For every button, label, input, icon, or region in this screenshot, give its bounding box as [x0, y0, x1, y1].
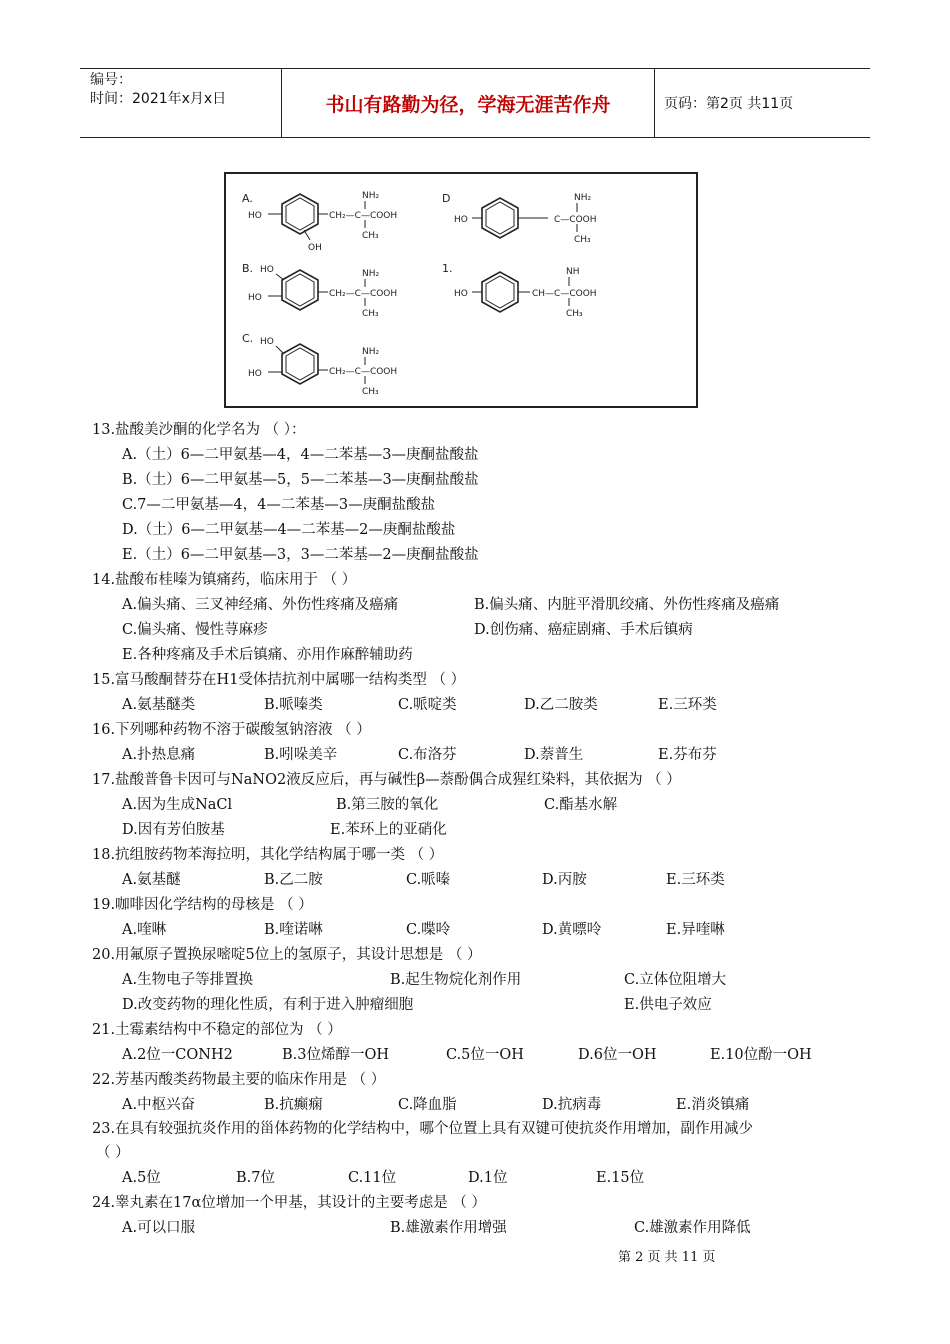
q17-option-c: C.酯基水解 — [544, 797, 618, 813]
q24-option-c: C.雄激素作用降低 — [634, 1220, 751, 1236]
c-nh2: NH₂ — [362, 347, 380, 357]
structure-a — [242, 191, 397, 253]
a-chain: CH₂—C—COOH — [329, 211, 398, 221]
label-c: C. — [242, 332, 254, 345]
question-19: 19.咖啡因化学结构的母核是 （ ） — [92, 897, 313, 913]
e-ch3: CH₃ — [566, 309, 583, 319]
c-chain: CH₂—C—COOH — [329, 367, 398, 377]
q18-option-a: A.氨基醚 — [122, 872, 181, 888]
c-ho: HO — [248, 369, 262, 379]
q20-option-d: D.改变药物的理化性质，有利于进入肿瘤细胞 — [122, 997, 414, 1013]
q19-option-e: E.异喹啉 — [666, 922, 725, 938]
q15-option-a: A.氨基醚类 — [122, 697, 196, 713]
q16-option-d: D.萘普生 — [524, 747, 584, 763]
q17-option-d: D.因有芳伯胺基 — [122, 822, 225, 838]
structure-b — [242, 262, 397, 319]
structure-d — [442, 192, 597, 245]
q13-option-a: A.（土）6—二甲氨基—4，4—二苯基—3—庚酮盐酸盐 — [122, 447, 479, 463]
page-label: 页码：第2页 共11页 — [664, 96, 794, 112]
q16-option-e: E.芬布芬 — [658, 747, 717, 763]
structures-svg — [226, 174, 696, 406]
d-nh2: NH₂ — [574, 193, 592, 203]
q23-option-d: D.1位 — [468, 1170, 508, 1186]
c-ch3: CH₃ — [362, 387, 379, 397]
q17-option-b: B.第三胺的氧化 — [336, 797, 439, 813]
q20-option-e: E.供电子效应 — [624, 997, 712, 1013]
question-15: 15.富马酸酮替芬在H1受体拮抗剂中属哪一结构类型 （ ） — [92, 672, 466, 688]
q23-option-e: E.15位 — [596, 1170, 645, 1186]
q15-option-c: C.哌啶类 — [398, 697, 457, 713]
q22-option-c: C.降血脂 — [398, 1097, 457, 1113]
q14-option-a: A.偏头痛、三叉神经痛、外伤性疼痛及癌痛 — [122, 597, 399, 613]
a-ho: HO — [248, 211, 262, 221]
q18-option-e: E.三环类 — [666, 872, 725, 888]
q13-option-d: D.（土）6—二甲氨基—4—二苯基—2—庚酮盐酸盐 — [122, 522, 456, 538]
q23-option-c: C.11位 — [348, 1170, 397, 1186]
q24-option-b: B.雄激素作用增强 — [390, 1220, 507, 1236]
q20-option-c: C.立体位阻增大 — [624, 972, 727, 988]
b-ho: HO — [248, 293, 262, 303]
q14-option-e: E.各种疼痛及手术后镇痛、亦用作麻醉辅助药 — [122, 647, 413, 663]
a-nh2: NH₂ — [362, 191, 380, 201]
q19-option-a: A.喹啉 — [122, 922, 167, 938]
q15-option-b: B.哌嗪类 — [264, 697, 323, 713]
q21-option-d: D.6位一OH — [578, 1047, 657, 1063]
q16-option-b: B.吲哚美辛 — [264, 747, 338, 763]
q23-option-b: B.7位 — [236, 1170, 275, 1186]
a-oh: OH — [308, 243, 322, 253]
d-chain: C—COOH — [554, 215, 597, 225]
q20-option-a: A.生物电子等排置换 — [122, 972, 254, 988]
q23-option-a: A.5位 — [122, 1170, 161, 1186]
q14-option-d: D.创伤痛、癌症剧痛、手术后镇病 — [474, 622, 693, 638]
b-ho-top: HO — [260, 265, 274, 275]
b-chain: CH₂—C—COOH — [329, 289, 398, 299]
q21-option-a: A.2位一CONH2 — [122, 1047, 233, 1063]
q18-option-c: C.哌嗪 — [406, 872, 451, 888]
structure-figure — [224, 172, 698, 408]
a-ch3: CH₃ — [362, 231, 379, 241]
q22-option-d: D.抗病毒 — [542, 1097, 602, 1113]
q18-option-d: D.丙胺 — [542, 872, 587, 888]
question-17: 17.盐酸普鲁卡因可与NaNO2液反应后，再与碱性β—萘酚偶合成猩红染料，其依据为 （ ） — [92, 772, 681, 788]
label-a: A. — [242, 192, 253, 205]
q19-option-d: D.黄嘌呤 — [542, 922, 602, 938]
header-left-cell — [80, 69, 282, 137]
b-ch3: CH₃ — [362, 309, 379, 319]
q21-option-e: E.10位酚一OH — [710, 1047, 812, 1063]
question-21: 21.土霉素结构中不稳定的部位为 （ ） — [92, 1022, 342, 1038]
q13-option-c: C.7—二甲氨基—4，4—二苯基—3—庚酮盐酸盐 — [122, 497, 436, 513]
q13-option-b: B.（土）6—二甲氨基—5，5—二苯基—3—庚酮盐酸盐 — [122, 472, 479, 488]
structure-c — [242, 332, 397, 397]
question-23: 23.在具有较强抗炎作用的甾体药物的化学结构中，哪个位置上具有双键可使抗炎作用增加，副作用减少 — [92, 1121, 754, 1137]
e-nh: NH — [566, 267, 580, 277]
question-16: 16.下列哪种药物不溶于碳酸氢钠溶液 （ ） — [92, 722, 371, 738]
q21-option-c: C.5位一OH — [446, 1047, 524, 1063]
q15-option-d: D.乙二胺类 — [524, 697, 598, 713]
d-ch3: CH₃ — [574, 235, 591, 245]
d-ho: HO — [454, 215, 468, 225]
question-24: 24.睾丸素在17α位增加一个甲基，其设计的主要考虑是 （ ） — [92, 1195, 487, 1211]
question-14: 14.盐酸布桂嗪为镇痛药，临床用于 （ ） — [92, 572, 357, 588]
q20-option-b: B.起生物烷化剂作用 — [390, 972, 522, 988]
question-22: 22.芳基丙酸类药物最主要的临床作用是 （ ） — [92, 1072, 386, 1088]
question-13: 13.盐酸美沙酮的化学名为 （ ）： — [92, 422, 306, 438]
q17-option-e: E.苯环上的亚硝化 — [330, 822, 447, 838]
question-23-bracket: （ ） — [96, 1145, 130, 1161]
q18-option-b: B.乙二胺 — [264, 872, 323, 888]
e-chain: CH—C—COOH — [532, 289, 597, 299]
label-b: B. — [242, 262, 254, 275]
q19-option-c: C.喋呤 — [406, 922, 451, 938]
q24-option-a: A.可以口服 — [122, 1220, 196, 1236]
q14-option-c: C.偏头痛、慢性荨麻疹 — [122, 622, 268, 638]
q14-option-b: B.偏头痛、内脏平滑肌绞痛、外伤性疼痛及癌痛 — [474, 597, 780, 613]
e-ho: HO — [454, 289, 468, 299]
q15-option-e: E.三环类 — [658, 697, 717, 713]
header-table — [80, 68, 870, 138]
motto: 书山有路勤为径，学海无涯苦作舟 — [282, 69, 655, 137]
label-e: 1. — [442, 262, 453, 275]
q16-option-a: A.扑热息痛 — [122, 747, 196, 763]
c-ho-top: HO — [260, 337, 274, 347]
date-label: 时间：2021年x月x日 — [90, 91, 227, 107]
q19-option-b: B.喹诺啉 — [264, 922, 323, 938]
question-20: 20.用氟原子置换尿嘧啶5位上的氢原子，其设计思想是 （ ） — [92, 947, 482, 963]
b-nh2: NH₂ — [362, 269, 380, 279]
q22-option-b: B.抗癫痫 — [264, 1097, 323, 1113]
question-18: 18.抗组胺药物苯海拉明，其化学结构属于哪一类 （ ） — [92, 847, 444, 863]
q21-option-b: B.3位烯醇一OH — [282, 1047, 390, 1063]
structure-e — [442, 262, 597, 319]
label-d: D — [442, 192, 451, 205]
page-footer: 第 2 页 共 11 页 — [618, 1250, 716, 1265]
number-label: 编号： — [90, 72, 132, 88]
q22-option-a: A.中枢兴奋 — [122, 1097, 196, 1113]
q13-option-e: E.（土）6—二甲氨基—3，3—二苯基—2—庚酮盐酸盐 — [122, 547, 479, 563]
q17-option-a: A.因为生成NaCl — [122, 797, 233, 813]
q22-option-e: E.消炎镇痛 — [676, 1097, 750, 1113]
q16-option-c: C.布洛芬 — [398, 747, 457, 763]
